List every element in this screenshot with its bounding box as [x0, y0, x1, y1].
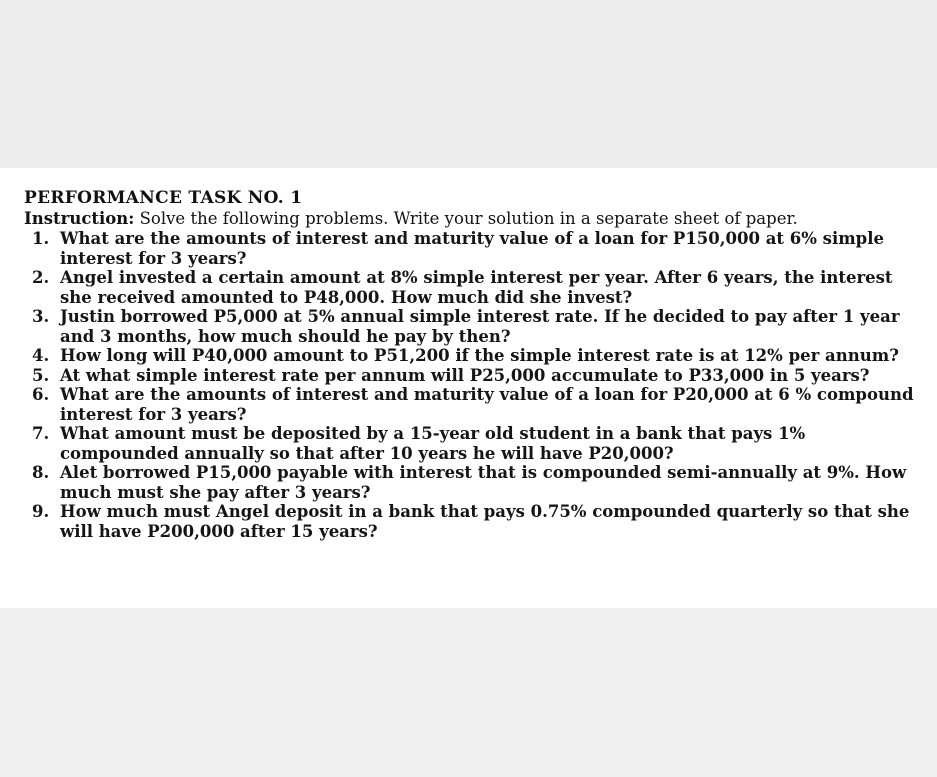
problem-number: 8. — [32, 463, 50, 482]
problem-item — [24, 502, 919, 541]
background-top — [0, 0, 937, 168]
task-title: PERFORMANCE TASK NO. 1 — [24, 188, 303, 208]
problem-item — [24, 366, 919, 386]
instruction-label: Instruction: — [24, 209, 135, 228]
background-bottom — [0, 608, 937, 777]
problem-number: 5. — [32, 365, 50, 385]
problem-item — [24, 346, 919, 366]
problem-item — [24, 463, 919, 502]
problem-item — [24, 307, 919, 346]
problem-text: What are the amounts of interest and maturity value of a loan for P150,000 at 6% simple interest for 3 years? — [60, 229, 884, 268]
problem-number: 1. — [32, 229, 50, 248]
document-content — [24, 188, 919, 541]
problem-number: 7. — [32, 424, 50, 443]
problem-text: At what simple interest rate per annum will P25,000 accumulate to P33,000 in 5 years? — [60, 365, 870, 385]
problem-text: Alet borrowed P15,000 payable with interest that is compounded semi-annually at 9%. How much must she pay after 3 years? — [60, 463, 907, 502]
problem-number: 3. — [32, 307, 50, 326]
problem-number: 4. — [32, 346, 50, 365]
problem-text: What amount must be deposited by a 15-year old student in a bank that pays 1% compounded annually so that after 10 years he will have P20,000? — [60, 424, 806, 463]
instruction-text: Solve the following problems. Write your solution in a separate sheet of paper. — [139, 209, 798, 228]
problem-number: 2. — [32, 268, 50, 287]
problem-text: Angel invested a certain amount at 8% simple interest per year. After 6 years, the interest she received amounted to P48,000. How much did she invest? — [60, 268, 893, 307]
problem-item — [24, 229, 919, 268]
problem-number: 6. — [32, 385, 50, 404]
problem-number: 9. — [32, 502, 50, 521]
problem-list — [24, 229, 919, 541]
problem-text: How long will P40,000 amount to P51,200 if the simple interest rate is at 12% per annum? — [60, 346, 899, 365]
problem-text: What are the amounts of interest and maturity value of a loan for P20,000 at 6 % compound interest for 3 years? — [60, 385, 914, 424]
problem-item — [24, 385, 919, 424]
problem-text: Justin borrowed P5,000 at 5% annual simple interest rate. If he decided to pay after 1 year and 3 months, how much should he pay by then? — [60, 307, 900, 346]
problem-item — [24, 268, 919, 307]
instruction — [24, 208, 919, 229]
problem-item — [24, 424, 919, 463]
problem-text: How much must Angel deposit in a bank that pays 0.75% compounded quarterly so that she will have P200,000 after 15 years? — [60, 502, 910, 541]
